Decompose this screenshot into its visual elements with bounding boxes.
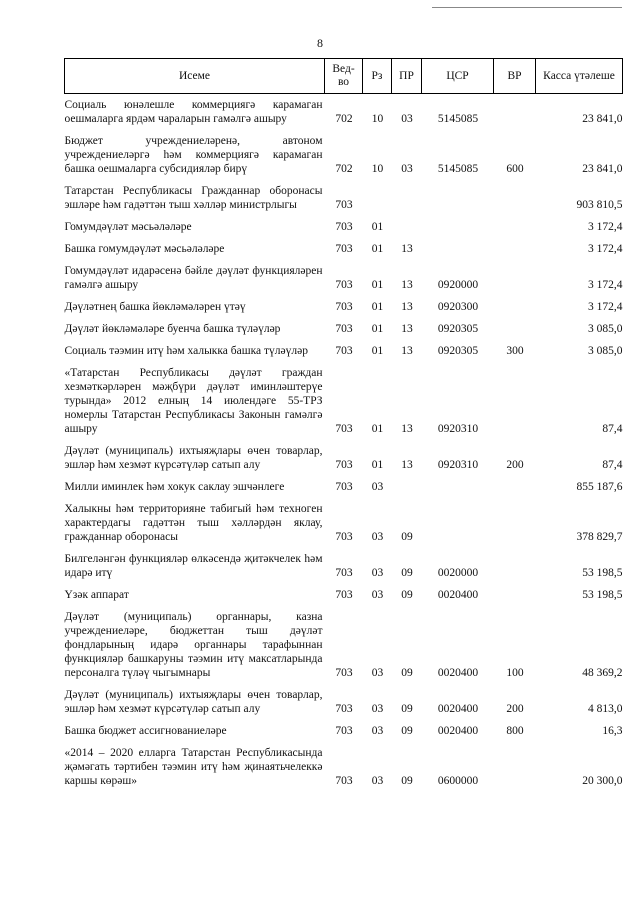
table-row	[65, 216, 623, 238]
row-pr: 03	[401, 163, 413, 175]
row-vr	[494, 238, 536, 260]
row-ved: 703	[335, 301, 353, 313]
row-vr: 800	[506, 725, 524, 737]
row-rz: 03	[371, 481, 384, 493]
row-vr: 200	[506, 459, 524, 471]
row-pr: 13	[401, 345, 413, 357]
row-ved: 703	[335, 199, 353, 211]
row-sum: 3 172,4	[588, 243, 623, 255]
row-pr: 13	[401, 323, 413, 335]
table-row	[65, 720, 623, 742]
row-ved: 703	[335, 725, 353, 737]
row-sum: 23 841,0	[582, 163, 623, 175]
row-pr: 09	[401, 531, 413, 543]
row-name: Халыкны һәм территорияне табигый һәм техноген характердагы гадәттән тыш хәлләрдән яклау, гражданнар оборонасы	[64, 503, 323, 543]
row-vr	[494, 498, 536, 548]
row-csr: 0020000	[437, 567, 479, 579]
table-row	[65, 684, 623, 720]
row-rz: 01	[371, 459, 384, 471]
row-vr	[494, 318, 536, 340]
row-csr	[422, 498, 494, 548]
row-sum: 53 198,5	[582, 567, 623, 579]
row-csr: 0920300	[437, 301, 479, 313]
row-csr: 0920000	[437, 279, 479, 291]
row-ved: 702	[335, 113, 353, 125]
row-rz: 03	[371, 667, 384, 679]
row-csr: 0920310	[437, 423, 479, 435]
row-csr	[422, 216, 494, 238]
row-pr: 09	[401, 567, 413, 579]
header-row	[65, 59, 623, 94]
row-name: Бюджет учреждениеләренә, автоном учреждениеләргә һәм коммерциягә карамаган башка оешмаларга субсидияләр бирү	[64, 135, 323, 175]
row-name: Башка гомумдәүләт мәсьәләләре	[64, 243, 225, 255]
row-csr: 0020400	[437, 667, 479, 679]
table-row	[65, 548, 623, 584]
row-csr: 0020400	[437, 703, 479, 715]
row-vr	[494, 584, 536, 606]
row-name: «Татарстан Республикасы дәүләт граждан хезмәткәрләрен мәҗбүри дәүләт иминләштерүе турында» 2012 елның 14 июлендәге 55-ТРЗ номерлы Татарстан Республикасы Законын гамәлгә ашыру	[64, 367, 323, 435]
row-csr	[422, 476, 494, 498]
row-ved: 703	[335, 481, 353, 493]
row-vr: 300	[506, 345, 524, 357]
row-ved: 703	[335, 221, 353, 233]
row-name: Дәүләт (муниципаль) органнары, казна учреждениеләре, бюджеттан тыш дәүләт фондларының идарә органнары тарафыннан функцияләр башкаруны тәэмин итү максатларында персоналга түләү чыгымнары	[64, 611, 323, 679]
table-row	[65, 94, 623, 131]
header-pr: ПР	[392, 59, 422, 94]
row-vr: 100	[506, 667, 524, 679]
row-vr	[494, 260, 536, 296]
row-sum: 903 810,5	[576, 199, 623, 211]
table-row	[65, 238, 623, 260]
row-pr: 13	[401, 301, 413, 313]
row-sum: 48 369,2	[582, 667, 623, 679]
row-ved: 703	[335, 567, 353, 579]
row-sum: 3 085,0	[588, 345, 623, 357]
row-name: Билгеләнгән функцияләр өлкәсендә җитәкчелек һәм идарә итү	[64, 553, 323, 579]
row-name: Дәүләт (муниципаль) ихтыяҗлары өчен товарлар, эшләр һәм хезмәт күрсәтүләр сатып алу	[64, 445, 323, 471]
row-pr	[392, 180, 422, 216]
row-pr: 13	[401, 459, 413, 471]
row-rz: 01	[371, 345, 384, 357]
row-sum: 3 172,4	[588, 279, 623, 291]
row-rz: 01	[371, 301, 384, 313]
row-pr: 03	[401, 113, 413, 125]
table-row	[65, 340, 623, 362]
header-ved: Вед-во	[325, 59, 363, 94]
top-rule	[432, 7, 622, 8]
row-name: Милли иминлек һәм хокук саклау эшчәнлеге	[64, 481, 285, 493]
header-csr: ЦСР	[422, 59, 494, 94]
row-vr	[494, 296, 536, 318]
row-name: Дәүләтнең башка йөкләмәләрен үтәү	[64, 301, 246, 313]
row-vr	[494, 742, 536, 792]
row-sum: 3 172,4	[588, 221, 623, 233]
row-vr	[494, 476, 536, 498]
row-pr: 13	[401, 279, 413, 291]
row-ved: 703	[335, 531, 353, 543]
row-rz: 03	[371, 775, 384, 787]
row-csr	[422, 180, 494, 216]
row-sum: 16,3	[602, 725, 623, 737]
row-name: Гомумдәүләт идарәсенә бәйле дәүләт функцияләрен гамәлгә ашыру	[64, 265, 323, 291]
row-name: «2014 – 2020 елларга Татарстан Республикасында җәмәгать тәртибен тәэмин итү һәм җинаятьчелеккә каршы көрәш»	[64, 747, 323, 787]
row-sum: 53 198,5	[582, 589, 623, 601]
row-name: Гомумдәүләт мәсьәләләре	[64, 221, 192, 233]
row-rz: 10	[371, 163, 384, 175]
row-ved: 703	[335, 243, 353, 255]
row-vr	[494, 94, 536, 131]
row-pr: 09	[401, 667, 413, 679]
table-row	[65, 296, 623, 318]
table-row	[65, 498, 623, 548]
row-rz	[363, 180, 392, 216]
row-sum: 4 813,0	[588, 703, 623, 715]
row-name: Дәүләт йөкләмәләре буенча башка түләүләр	[64, 323, 281, 335]
row-rz: 10	[371, 113, 384, 125]
row-pr	[392, 216, 422, 238]
row-ved: 703	[335, 423, 353, 435]
row-name: Татарстан Республикасы Гражданнар оборонасы эшләре һәм гадәттән тыш хәлләр министрлыгы	[64, 185, 323, 211]
row-rz: 03	[371, 703, 384, 715]
table-row	[65, 606, 623, 684]
row-ved: 703	[335, 775, 353, 787]
row-rz: 01	[371, 323, 384, 335]
row-sum: 87,4	[602, 423, 623, 435]
header-rz: Рз	[363, 59, 392, 94]
row-ved: 703	[335, 279, 353, 291]
row-sum: 3 085,0	[588, 323, 623, 335]
row-vr	[494, 362, 536, 440]
row-rz: 03	[371, 567, 384, 579]
row-pr	[392, 476, 422, 498]
row-name: Башка бюджет ассигнованиеләре	[64, 725, 227, 737]
table-row	[65, 584, 623, 606]
row-rz: 03	[371, 531, 384, 543]
row-rz: 01	[371, 243, 384, 255]
page-number: 8	[317, 36, 323, 50]
row-csr: 0020400	[437, 589, 479, 601]
table-row	[65, 742, 623, 792]
row-sum: 20 300,0	[582, 775, 623, 787]
row-rz: 01	[371, 221, 384, 233]
row-pr: 13	[401, 423, 413, 435]
header-name: Исеме	[65, 59, 325, 94]
row-vr: 600	[506, 163, 524, 175]
row-pr: 09	[401, 703, 413, 715]
row-ved: 703	[335, 323, 353, 335]
table-row	[65, 180, 623, 216]
row-csr: 5145085	[437, 163, 479, 175]
row-rz: 03	[371, 725, 384, 737]
row-rz: 01	[371, 423, 384, 435]
row-ved: 703	[335, 345, 353, 357]
header-vr: ВР	[494, 59, 536, 94]
row-ved: 703	[335, 459, 353, 471]
row-csr: 0920305	[437, 323, 479, 335]
table-row	[65, 476, 623, 498]
table-row	[65, 362, 623, 440]
row-pr: 09	[401, 775, 413, 787]
row-name: Социаль тәэмин итү һәм халыкка башка түләүләр	[64, 345, 308, 357]
row-vr	[494, 216, 536, 238]
row-ved: 703	[335, 667, 353, 679]
table-row	[65, 440, 623, 476]
row-ved: 703	[335, 589, 353, 601]
row-csr: 5145085	[437, 113, 479, 125]
row-csr: 0600000	[437, 775, 479, 787]
row-rz: 01	[371, 279, 384, 291]
table-row	[65, 130, 623, 180]
budget-table	[64, 58, 623, 792]
row-rz: 03	[371, 589, 384, 601]
row-vr	[494, 180, 536, 216]
row-csr: 0920310	[437, 459, 479, 471]
header-kassa: Касса үтәлеше	[536, 59, 623, 94]
row-sum: 3 172,4	[588, 301, 623, 313]
table-row	[65, 260, 623, 296]
row-name: Социаль юнәлешле коммерциягә карамаган оешмаларга ярдәм чараларын гамәлгә ашыру	[64, 99, 323, 125]
row-sum: 855 187,6	[576, 481, 623, 493]
row-pr: 13	[401, 243, 413, 255]
row-pr: 09	[401, 589, 413, 601]
row-vr: 200	[506, 703, 524, 715]
row-sum: 378 829,7	[576, 531, 623, 543]
row-name: Дәүләт (муниципаль) ихтыяҗлары өчен товарлар, эшләр һәм хезмәт күрсәтүләр сатып алу	[64, 689, 323, 715]
row-pr: 09	[401, 725, 413, 737]
row-csr: 0020400	[437, 725, 479, 737]
table-row	[65, 318, 623, 340]
row-ved: 703	[335, 703, 353, 715]
row-ved: 702	[335, 163, 353, 175]
row-csr	[422, 238, 494, 260]
row-sum: 87,4	[602, 459, 623, 471]
row-csr: 0920305	[437, 345, 479, 357]
row-sum: 23 841,0	[582, 113, 623, 125]
row-vr	[494, 548, 536, 584]
row-name: Үзәк аппарат	[64, 589, 129, 601]
